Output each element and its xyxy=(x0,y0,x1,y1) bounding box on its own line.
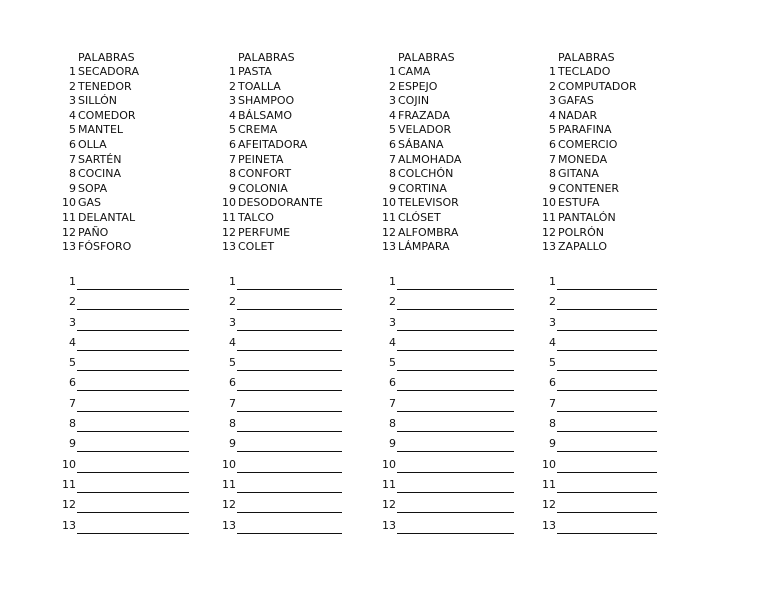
word-text: NADAR xyxy=(558,108,598,122)
word-number: 12 xyxy=(62,225,76,239)
answer-number: 10 xyxy=(222,457,236,471)
answer-line xyxy=(397,472,514,473)
answer-number: 12 xyxy=(542,498,556,512)
answer-number: 13 xyxy=(62,518,76,532)
answer-line xyxy=(77,451,189,452)
answer-number: 8 xyxy=(549,417,556,431)
word-number: 8 xyxy=(69,167,76,181)
answer-number: 3 xyxy=(229,315,236,329)
answer-number: 11 xyxy=(542,477,556,491)
word-text: GAS xyxy=(78,196,102,210)
word-text: CAMA xyxy=(398,65,431,78)
word-item xyxy=(542,94,682,109)
word-text: SHAMPOO xyxy=(238,94,295,108)
word-text: TELEVISOR xyxy=(398,196,459,210)
answer-line xyxy=(77,431,189,432)
word-item xyxy=(542,153,682,168)
answer-line xyxy=(397,350,514,351)
answer-line xyxy=(557,451,657,452)
answer-number: 4 xyxy=(389,335,396,349)
word-item xyxy=(542,109,682,124)
word-text: COCINA xyxy=(78,167,122,181)
word-number: 3 xyxy=(229,94,236,108)
answer-number: 1 xyxy=(549,275,556,288)
word-item xyxy=(62,80,202,95)
word-number: 9 xyxy=(69,181,76,195)
word-number: 10 xyxy=(382,196,396,210)
word-number: 12 xyxy=(222,225,236,239)
column-header: PALABRAS xyxy=(558,51,615,64)
word-number: 10 xyxy=(542,196,556,210)
word-item xyxy=(62,226,202,241)
word-number: 11 xyxy=(382,210,396,224)
word-text: COJIN xyxy=(398,94,430,108)
answer-line xyxy=(557,492,657,493)
word-number: 13 xyxy=(62,240,76,254)
word-item xyxy=(222,226,362,241)
word-number: 2 xyxy=(549,79,556,93)
answer-number: 6 xyxy=(69,376,76,390)
answer-number: 12 xyxy=(62,498,76,512)
word-text: ESPEJO xyxy=(398,79,438,93)
word-item xyxy=(382,109,522,124)
answer-number: 6 xyxy=(229,376,236,390)
answer-number: 9 xyxy=(549,437,556,451)
answer-line xyxy=(397,370,514,371)
word-text: CONTENER xyxy=(558,181,620,195)
word-text: SECADORA xyxy=(78,65,139,78)
word-text: SARTÉN xyxy=(78,152,122,166)
word-text: ESTUFA xyxy=(558,196,600,210)
word-item xyxy=(382,211,522,226)
word-number: 10 xyxy=(62,196,76,210)
word-item xyxy=(382,94,522,109)
word-list xyxy=(382,65,522,255)
answer-number: 4 xyxy=(229,335,236,349)
word-text: COLET xyxy=(238,240,275,254)
word-text: PEINETA xyxy=(238,152,284,166)
answer-number: 3 xyxy=(69,315,76,329)
answer-number: 8 xyxy=(69,417,76,431)
word-item xyxy=(382,240,522,255)
answer-number: 7 xyxy=(389,396,396,410)
answer-number: 5 xyxy=(69,356,76,370)
answer-line xyxy=(237,472,342,473)
answer-line xyxy=(237,390,342,391)
word-column-3 xyxy=(382,51,522,255)
word-number: 13 xyxy=(542,240,556,254)
word-text: PANTALÓN xyxy=(558,210,616,224)
column-header: PALABRAS xyxy=(238,51,295,64)
column-header: PALABRAS xyxy=(78,51,135,64)
answer-number: 9 xyxy=(69,437,76,451)
word-text: BÁLSAMO xyxy=(238,108,293,122)
answer-line xyxy=(237,411,342,412)
answer-number: 10 xyxy=(382,457,396,471)
word-text: GAFAS xyxy=(558,94,594,108)
word-number: 12 xyxy=(382,225,396,239)
word-item xyxy=(542,123,682,138)
word-item xyxy=(542,65,682,80)
word-item xyxy=(382,226,522,241)
word-item xyxy=(542,226,682,241)
word-text: ZAPALLO xyxy=(558,240,608,254)
word-item xyxy=(542,211,682,226)
answer-line xyxy=(77,370,189,371)
word-number: 6 xyxy=(69,137,76,151)
word-item xyxy=(62,196,202,211)
word-text: SILLÓN xyxy=(78,94,117,108)
word-item xyxy=(222,240,362,255)
word-text: POLRÓN xyxy=(558,225,604,239)
word-number: 9 xyxy=(229,181,236,195)
answer-number: 11 xyxy=(222,477,236,491)
word-text: GITANA xyxy=(558,167,599,181)
answer-line xyxy=(557,390,657,391)
answer-line xyxy=(557,289,657,290)
answer-number: 12 xyxy=(222,498,236,512)
answer-number: 1 xyxy=(69,275,76,288)
word-item xyxy=(542,167,682,182)
word-item xyxy=(222,123,362,138)
answer-line xyxy=(237,431,342,432)
answer-number: 7 xyxy=(69,396,76,410)
answer-line xyxy=(237,330,342,331)
word-item xyxy=(62,65,202,80)
word-number: 7 xyxy=(389,152,396,166)
word-text: CLÓSET xyxy=(398,210,441,224)
word-item xyxy=(222,153,362,168)
answer-number: 9 xyxy=(389,437,396,451)
answer-number: 1 xyxy=(389,275,396,288)
answer-number: 1 xyxy=(229,275,236,288)
answer-line xyxy=(237,350,342,351)
word-text: COLONIA xyxy=(238,181,288,195)
word-text: ALMOHADA xyxy=(398,152,462,166)
word-text: TENEDOR xyxy=(78,79,132,93)
word-number: 7 xyxy=(549,152,556,166)
word-text: MONEDA xyxy=(558,152,608,166)
word-number: 12 xyxy=(542,225,556,239)
answer-number: 6 xyxy=(549,376,556,390)
word-item xyxy=(382,80,522,95)
word-number: 4 xyxy=(229,108,236,122)
word-number: 2 xyxy=(389,79,396,93)
answer-number: 6 xyxy=(389,376,396,390)
answer-number: 8 xyxy=(389,417,396,431)
word-text: SOPA xyxy=(78,181,108,195)
word-list xyxy=(542,65,682,255)
word-item xyxy=(542,182,682,197)
word-item xyxy=(382,167,522,182)
word-number: 7 xyxy=(229,152,236,166)
word-item xyxy=(382,196,522,211)
word-text: PASTA xyxy=(238,65,272,78)
word-text: PARAFINA xyxy=(558,123,612,137)
word-item xyxy=(62,123,202,138)
answer-number: 2 xyxy=(549,295,556,309)
word-number: 1 xyxy=(389,65,396,78)
answer-line xyxy=(77,533,189,534)
word-text: VELADOR xyxy=(398,123,452,137)
answer-line xyxy=(397,390,514,391)
answer-line xyxy=(77,512,189,513)
answer-number: 8 xyxy=(229,417,236,431)
word-number: 4 xyxy=(549,108,556,122)
word-number: 3 xyxy=(549,94,556,108)
word-item xyxy=(222,196,362,211)
word-number: 5 xyxy=(549,123,556,137)
answer-line xyxy=(77,411,189,412)
word-item xyxy=(222,138,362,153)
word-item xyxy=(62,182,202,197)
answer-line xyxy=(237,492,342,493)
answer-line xyxy=(557,330,657,331)
word-text: COMEDOR xyxy=(78,108,136,122)
word-number: 13 xyxy=(222,240,236,254)
answer-number: 2 xyxy=(389,295,396,309)
word-text: LÁMPARA xyxy=(398,240,450,254)
word-number: 8 xyxy=(389,167,396,181)
word-column-1 xyxy=(62,51,202,255)
answer-line xyxy=(557,309,657,310)
word-text: CORTINA xyxy=(398,181,447,195)
word-number: 6 xyxy=(229,137,236,151)
answer-line xyxy=(397,512,514,513)
answer-line xyxy=(237,451,342,452)
answer-line xyxy=(397,330,514,331)
word-number: 10 xyxy=(222,196,236,210)
answer-line xyxy=(237,512,342,513)
word-text: TOALLA xyxy=(238,79,281,93)
word-number: 9 xyxy=(389,181,396,195)
answer-line xyxy=(77,289,189,290)
answer-line xyxy=(77,492,189,493)
word-text: ALFOMBRA xyxy=(398,225,459,239)
answer-line xyxy=(237,309,342,310)
answer-line xyxy=(77,472,189,473)
word-text: CONFORT xyxy=(238,167,292,181)
word-text: FRAZADA xyxy=(398,108,450,122)
word-number: 1 xyxy=(549,65,556,78)
word-item xyxy=(62,153,202,168)
word-text: PERFUME xyxy=(238,225,291,239)
word-item xyxy=(62,109,202,124)
word-item xyxy=(542,240,682,255)
word-text: MANTEL xyxy=(78,123,124,137)
answer-line xyxy=(397,289,514,290)
word-item xyxy=(542,80,682,95)
answer-number: 9 xyxy=(229,437,236,451)
answer-line xyxy=(237,289,342,290)
word-number: 11 xyxy=(62,210,76,224)
word-number: 11 xyxy=(222,210,236,224)
answer-number: 12 xyxy=(382,498,396,512)
word-item xyxy=(62,211,202,226)
answer-number: 3 xyxy=(549,315,556,329)
answer-line xyxy=(397,451,514,452)
word-item xyxy=(62,167,202,182)
answer-number: 4 xyxy=(69,335,76,349)
column-header: PALABRAS xyxy=(398,51,455,64)
word-text: AFEITADORA xyxy=(238,137,308,151)
answer-line xyxy=(397,411,514,412)
answer-number: 13 xyxy=(542,518,556,532)
answer-line xyxy=(77,330,189,331)
answer-number: 11 xyxy=(62,477,76,491)
word-list xyxy=(222,65,362,255)
word-number: 11 xyxy=(542,210,556,224)
word-item xyxy=(62,240,202,255)
word-number: 3 xyxy=(389,94,396,108)
word-item xyxy=(222,65,362,80)
word-number: 5 xyxy=(69,123,76,137)
word-number: 8 xyxy=(229,167,236,181)
answer-line xyxy=(77,309,189,310)
answer-line xyxy=(77,350,189,351)
word-item xyxy=(222,211,362,226)
word-number: 8 xyxy=(549,167,556,181)
answer-number: 10 xyxy=(62,457,76,471)
answer-number: 3 xyxy=(389,315,396,329)
word-text: SÁBANA xyxy=(398,137,444,151)
word-text: DESODORANTE xyxy=(238,196,323,210)
answer-line xyxy=(397,533,514,534)
word-number: 6 xyxy=(389,137,396,151)
word-item xyxy=(62,94,202,109)
word-item xyxy=(222,167,362,182)
answer-number: 13 xyxy=(222,518,236,532)
word-number: 3 xyxy=(69,94,76,108)
word-number: 2 xyxy=(229,79,236,93)
word-item xyxy=(382,153,522,168)
answer-line xyxy=(557,350,657,351)
word-number: 5 xyxy=(229,123,236,137)
answer-number: 4 xyxy=(549,335,556,349)
word-item xyxy=(382,123,522,138)
word-text: FÓSFORO xyxy=(78,240,132,254)
word-text: COMERCIO xyxy=(558,137,618,151)
answer-line xyxy=(397,492,514,493)
answer-line xyxy=(397,309,514,310)
word-column-2 xyxy=(222,51,362,255)
word-text: DELANTAL xyxy=(78,210,136,224)
word-item xyxy=(62,138,202,153)
word-item xyxy=(382,182,522,197)
answer-number: 5 xyxy=(389,356,396,370)
answer-line xyxy=(77,390,189,391)
word-text: COLCHÓN xyxy=(398,167,454,181)
word-item xyxy=(542,138,682,153)
answer-line xyxy=(237,533,342,534)
word-item xyxy=(222,80,362,95)
answer-number: 2 xyxy=(69,295,76,309)
word-item xyxy=(382,138,522,153)
answer-number: 5 xyxy=(549,356,556,370)
answer-line xyxy=(237,370,342,371)
word-item xyxy=(222,109,362,124)
word-text: PAÑO xyxy=(78,225,109,239)
answer-line xyxy=(397,431,514,432)
answer-number: 10 xyxy=(542,457,556,471)
answer-line xyxy=(557,411,657,412)
answer-number: 7 xyxy=(549,396,556,410)
word-number: 1 xyxy=(69,65,76,78)
answer-number: 5 xyxy=(229,356,236,370)
answer-line xyxy=(557,370,657,371)
answer-line xyxy=(557,533,657,534)
word-item xyxy=(222,94,362,109)
word-list xyxy=(62,65,202,255)
word-text: TECLADO xyxy=(558,65,611,78)
word-item xyxy=(542,196,682,211)
word-number: 6 xyxy=(549,137,556,151)
word-number: 13 xyxy=(382,240,396,254)
word-number: 4 xyxy=(389,108,396,122)
answer-number: 13 xyxy=(382,518,396,532)
answer-number: 11 xyxy=(382,477,396,491)
word-number: 4 xyxy=(69,108,76,122)
word-number: 9 xyxy=(549,181,556,195)
answer-number: 2 xyxy=(229,295,236,309)
word-number: 2 xyxy=(69,79,76,93)
word-item xyxy=(382,65,522,80)
answer-number: 7 xyxy=(229,396,236,410)
word-text: TALCO xyxy=(238,210,274,224)
answer-line xyxy=(557,431,657,432)
word-item xyxy=(222,182,362,197)
word-text: COMPUTADOR xyxy=(558,79,637,93)
word-text: OLLA xyxy=(78,137,107,151)
word-column-4 xyxy=(542,51,682,255)
word-text: CREMA xyxy=(238,123,278,137)
word-number: 5 xyxy=(389,123,396,137)
word-number: 7 xyxy=(69,152,76,166)
answer-line xyxy=(557,472,657,473)
word-number: 1 xyxy=(229,65,236,78)
answer-line xyxy=(557,512,657,513)
